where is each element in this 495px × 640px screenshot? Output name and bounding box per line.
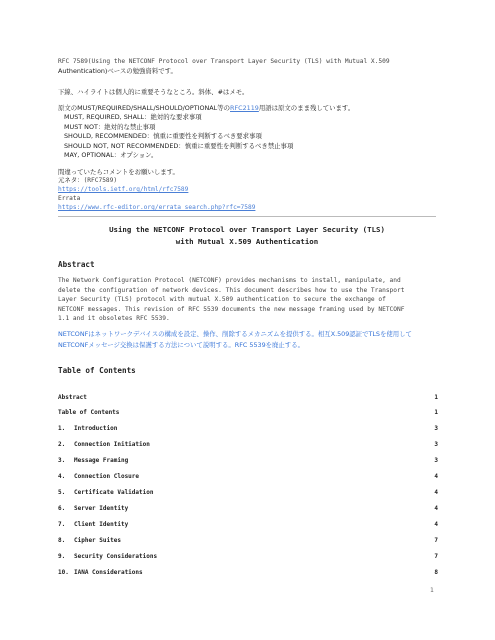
source-ref: (RFC7589) [83, 177, 118, 184]
term-item: SHOULD NOT, NOT RECOMMENDED：慎重に重要性を判断するべき禁止事項 [64, 141, 294, 150]
toc-row[interactable] [58, 409, 438, 419]
toc-page: 1 [434, 409, 438, 416]
toc-label: Security Considerations [74, 553, 158, 560]
toc-row[interactable] [58, 473, 438, 483]
toc-row[interactable] [58, 569, 438, 579]
term-list [58, 113, 444, 161]
intro-heading [58, 57, 438, 76]
abstract-line: NETCONF messages. This revision of RFC 5539 documents the new message framing used by NETCONF [58, 305, 405, 313]
source-label: 元ネタ： [58, 176, 84, 184]
title-line-1: Using the NETCONF Protocol over Transport Layer Security (TLS) [109, 225, 385, 234]
abstract-heading: Abstract [58, 260, 95, 269]
toc-page: 1 [434, 394, 438, 401]
term-item: MUST NOT：絶対的な禁止事項 [64, 122, 156, 131]
source-url-link[interactable]: https://tools.ietf.org/html/rfc7589 [58, 186, 189, 193]
intro-line-1: RFC 7589(Using the NETCONF Protocol over Transport Layer Security (TLS) with Mutual X.509 [58, 58, 390, 65]
toc-label: Connection Closure [74, 473, 140, 480]
toc-row[interactable] [58, 489, 438, 499]
toc-num: 3. [58, 457, 66, 464]
comment-request: 間違っていたらコメントをお願いします。 [58, 168, 179, 176]
toc-num: 6. [58, 505, 66, 512]
toc-label: Client Identity [74, 521, 129, 528]
toc-label: Certificate Validation [74, 489, 154, 496]
toc-page: 3 [434, 457, 438, 464]
rfc2119-note-pre: 原文のMUST/REQUIRED/SHALL/SHOULD/OPTIONAL等の [58, 104, 231, 112]
toc-page: 3 [434, 425, 438, 432]
toc-num: 8. [58, 537, 66, 544]
document-title [58, 224, 436, 248]
toc-label: Cipher Suites [74, 537, 121, 544]
toc-num: 7. [58, 521, 66, 528]
toc-row[interactable] [58, 553, 438, 563]
abstract-line: delete the configuration of network devices. This document describes how to use the Transport [58, 286, 405, 294]
toc-row[interactable] [58, 425, 438, 435]
toc-row[interactable] [58, 457, 438, 467]
toc-row[interactable] [58, 537, 438, 547]
toc-page: 8 [434, 569, 438, 576]
toc-page: 7 [434, 553, 438, 560]
abstract-line: 1.1 and it obsoletes RFC 5539. [58, 315, 170, 323]
toc-num: 10. [58, 569, 69, 576]
errata-url-link[interactable]: https://www.rfc-editor.org/errata_search.php?rfc=7589 [58, 204, 256, 211]
page-number: 1 [430, 587, 434, 594]
highlight-note: 下線、ハイライトは個人的に重要そうなところ。斜体、#はメモ。 [58, 88, 249, 96]
abstract-jp-line: NETCONFメッセージ交換は保護する方法について説明する。RFC 5539を廃止する。 [58, 341, 304, 349]
toc-page: 4 [434, 521, 438, 528]
rfc2119-note [58, 103, 438, 112]
term-item: SHOULD, RECOMMENDED：慎重に重要性を判断するべき要求事項 [64, 132, 262, 141]
toc-page: 4 [434, 489, 438, 496]
toc-num: 2. [58, 441, 66, 448]
term-item: MAY, OPTIONAL：オプション。 [64, 151, 158, 160]
abstract-jp-summary [58, 329, 438, 351]
toc-label: Abstract [58, 394, 87, 401]
toc-num: 9. [58, 553, 66, 560]
toc-row[interactable] [58, 394, 438, 404]
toc-label: Introduction [74, 425, 118, 432]
toc-heading: Table of Contents [58, 366, 136, 375]
toc-label: Table of Contents [58, 409, 120, 416]
abstract-body [58, 276, 438, 324]
toc-page: 3 [434, 441, 438, 448]
toc-label: Message Framing [74, 457, 129, 464]
abstract-line: Layer Security (TLS) protocol with mutual X.509 authentication to secure the exchange of [58, 296, 386, 304]
intro-line-2: Authentication)ベースの勉強資料です。 [58, 66, 177, 75]
abstract-line: The Network Configuration Protocol (NETCONF) provides mechanisms to install, manipulate, and [58, 277, 401, 284]
toc-row[interactable] [58, 441, 438, 451]
toc-num: 1. [58, 425, 66, 432]
rfc2119-note-post: 用語は原文のまま残しています。 [258, 104, 355, 112]
toc-num: 5. [58, 489, 66, 496]
toc-label: Connection Initiation [74, 441, 150, 448]
toc-page: 4 [434, 473, 438, 480]
errata-label: Errata [58, 195, 81, 202]
toc-label: Server Identity [74, 505, 129, 512]
toc-page: 4 [434, 505, 438, 512]
toc-page: 7 [434, 537, 438, 544]
toc-row[interactable] [58, 505, 438, 515]
toc-label: IANA Considerations [74, 569, 143, 576]
abstract-jp-line: NETCONFはネットワークデバイスの構成を設定、操作、削除するメカニズムを提供する。相互X.509認証でTLSを使用して [58, 330, 412, 338]
errata-url-line [58, 203, 438, 213]
term-item: MUST, REQUIRED, SHALL：絶対的な要求事項 [64, 113, 202, 121]
rfc2119-link[interactable]: RFC2119 [230, 104, 259, 112]
section-divider [58, 216, 436, 217]
title-line-2: with Mutual X.509 Authentication [175, 237, 319, 246]
toc-num: 4. [58, 473, 66, 480]
toc-row[interactable] [58, 521, 438, 531]
